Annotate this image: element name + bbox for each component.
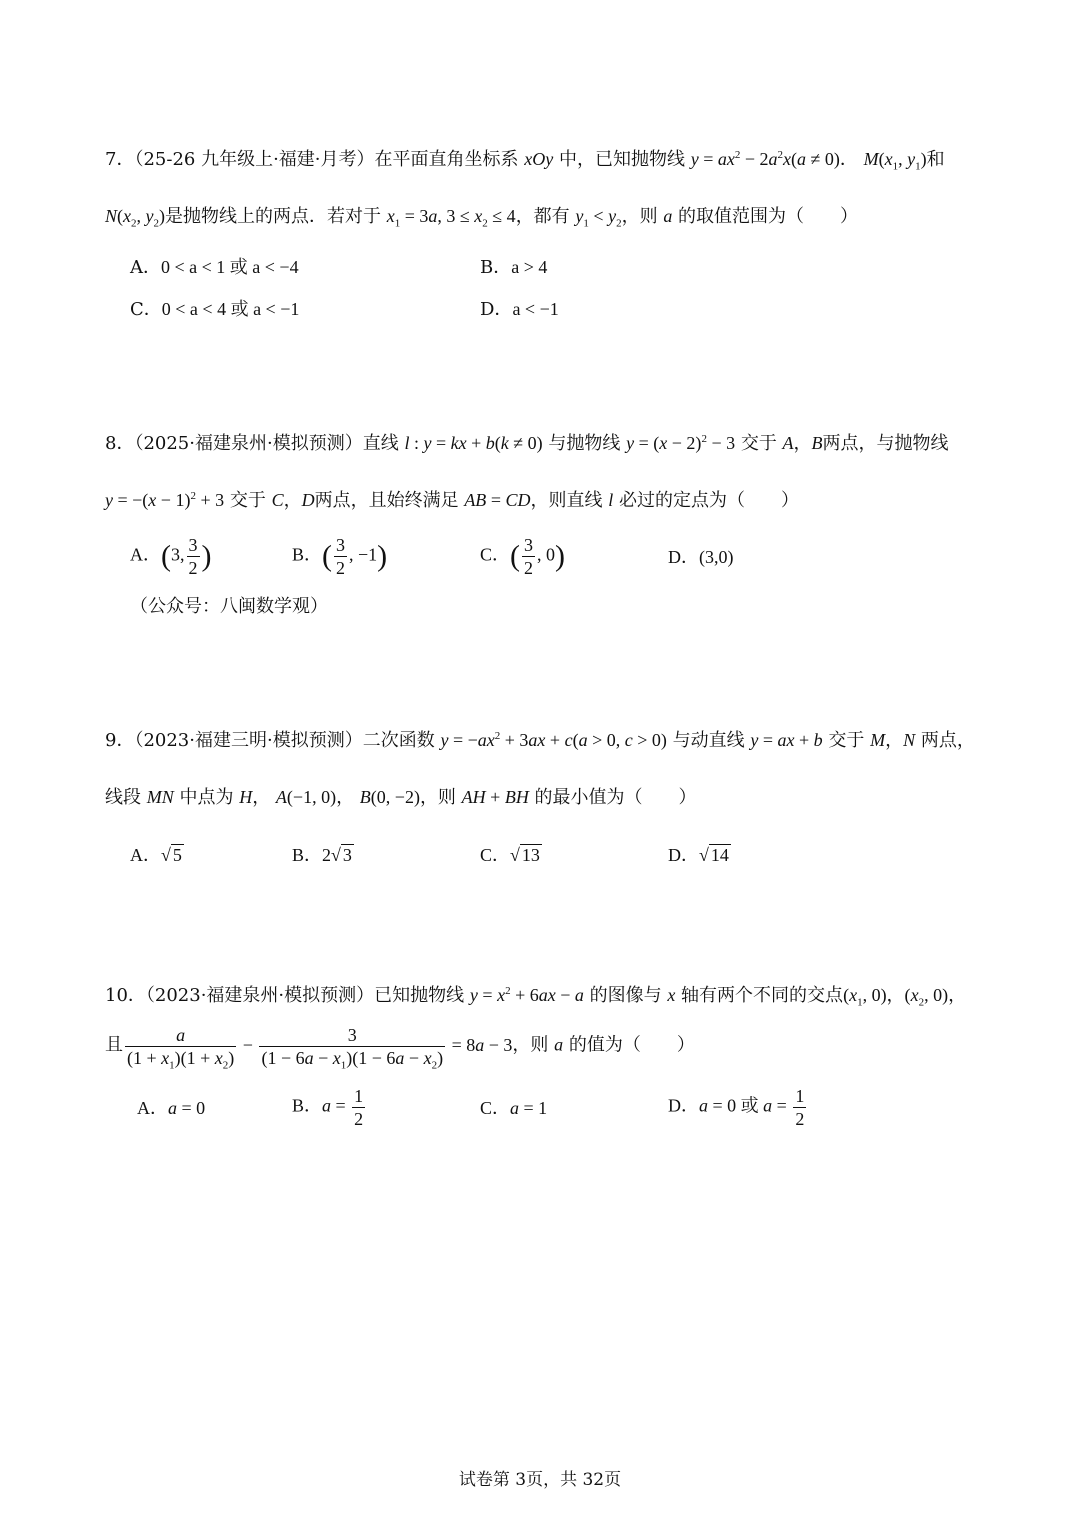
q9-stem-line1: 9．（2023·福建三明·模拟预测）二次函数 $y = -ax^2 + 3ax + c(a > 0$, c > 0) 与动直线 y = ax + b 交于 M，N 两点，	[105, 730, 975, 751]
q9-stem-line2: 线段 MN 中点为 H， A(−1, 0)， B(0, −2)，则 AH + BH 的最小值为（ ）	[105, 787, 697, 808]
q7-inequality: $y_1 < y_2$	[575, 206, 622, 230]
q7-source: （25-26 九年级上·福建·月考）	[134, 149, 375, 170]
q10-option-a[interactable]: A．a = 0	[137, 1098, 206, 1118]
q8-note: （公众号：八闽数学观）	[130, 596, 328, 617]
q10-option-b[interactable]: B．a = $\frac{1}{2}$	[292, 1086, 364, 1129]
q9-option-d[interactable]: D．√ 14	[668, 845, 729, 865]
q8-option-d[interactable]: D．(3,0)	[668, 547, 734, 567]
q10-parabola: $y = x^2 + 6ax - a$	[469, 985, 584, 1005]
q9-point-a: A(−1, 0)	[275, 787, 337, 807]
q8-parabola2: $y = -(x - 1)^2 + 3$	[105, 490, 225, 510]
q7-option-a[interactable]: A．0 < a < 1 或 a < −4	[130, 257, 299, 278]
q8-number: 8．	[105, 433, 135, 454]
q7-stem-line2: $N(x_2$, $y_2$)是抛物线上的两点．若对于 $x_1 = 3a$, $3 \le x_2 \le 4$，都有 $y_1 < y_2$，则 a 的取值范围为（ ）	[105, 206, 859, 230]
q7-number: 7．	[105, 149, 135, 170]
q8-source: （2025·福建泉州·模拟预测）	[134, 433, 363, 454]
q10-equation: $\frac{a}{(1 + x_1)(1 + x_2)}$ − $\frac{3}{(1 - 6a - x_1)(1 - 6a - x_2)}$ = 8a − 3	[127, 1025, 513, 1072]
q7-coord-system: xOy	[524, 149, 554, 169]
q9-option-c[interactable]: C．√ 13	[480, 845, 540, 865]
q7-condition: $x_1 = 3a$, $3 \le x_2 \le 4$	[386, 206, 516, 230]
q9-target: AH + BH	[461, 787, 529, 807]
q9-point-b: B(0, −2)	[359, 787, 420, 807]
q8-line-eq: l : y = kx + b(k ≠ 0)	[404, 433, 543, 453]
q7-point-m: $M(x_1$, $y_1$)	[863, 149, 927, 173]
q8-stem-line1: 8．（2025·福建泉州·模拟预测）直线 l : y = kx + b(k ≠ 0) 与抛物线 $y = (x - 2)^2 - 3$ 交于 A，B两点，与抛物线	[105, 433, 949, 454]
q7-option-d[interactable]: D．a < −1	[480, 299, 559, 320]
q8-option-c[interactable]: C．( $\frac{3}{2}$ , 0)	[480, 535, 566, 578]
q7-stem-line1: 7．（25-26 九年级上·福建·月考）在平面直角坐标系 xOy 中，已知抛物线 $y = ax^2 - 2a^2x(a \ne 0)$． $M(x_1$, $y_1$)和	[105, 149, 945, 173]
page-footer: 试卷第 3页，共 32页	[458, 1470, 622, 1490]
q8-option-a[interactable]: A．(3, $\frac{3}{2}$ )	[130, 535, 212, 578]
q9-source: （2023·福建三明·模拟预测）	[134, 730, 363, 751]
q9-quadratic: $y = -ax^2 + 3ax + c(a > 0$, c > 0)	[440, 730, 667, 750]
q10-number: 10．	[105, 985, 146, 1006]
q10-option-c[interactable]: C．a = 1	[480, 1098, 548, 1118]
q8-stem-line2: $y = -(x - 1)^2 + 3$ 交于 C，D两点，且始终满足 AB = CD，则直线 l 必过的定点为（ ）	[105, 490, 799, 511]
q9-option-a[interactable]: A．√ 5	[130, 845, 182, 865]
q7-parabola: $y = ax^2 - 2a^2x(a \ne 0)$	[690, 149, 840, 169]
q8-condition: AB = CD	[464, 490, 531, 510]
q9-number: 9．	[105, 730, 135, 751]
q7-option-c[interactable]: C．0 < a < 4 或 a < −1	[130, 299, 300, 320]
q9-line-eq: y = ax + b	[750, 730, 823, 750]
q7-point-n: $N(x_2$, $y_2$)	[105, 206, 166, 230]
q9-option-b[interactable]: B．2√ 3	[292, 845, 352, 865]
q10-stem-line2: 且 $\frac{a}{(1 + x_1)(1 + x_2)}$ − $\frac{3}{(1 - 6a - x_1)(1 - 6a - x_2)}$ = 8a − 3，则 a 的值为（ ）	[105, 1025, 695, 1072]
q10-intersections: ($x_1$, 0)，($x_2$, 0)	[843, 985, 949, 1009]
q8-option-b[interactable]: B．( $\frac{3}{2}$ , −1)	[292, 535, 388, 578]
q10-source: （2023·福建泉州·模拟预测）	[145, 985, 375, 1006]
q7-option-b[interactable]: B．a > 4	[480, 257, 548, 278]
q8-parabola1: $y = (x - 2)^2 - 3$	[626, 433, 736, 453]
q10-stem-line1: 10．（2023·福建泉州·模拟预测）已知抛物线 $y = x^2 + 6ax - a$ 的图像与 x 轴有两个不同的交点($x_1$, 0)，($x_2$, 0)，	[105, 985, 967, 1009]
q10-option-d[interactable]: D．a = 0 或 a = $\frac{1}{2}$	[668, 1086, 805, 1129]
